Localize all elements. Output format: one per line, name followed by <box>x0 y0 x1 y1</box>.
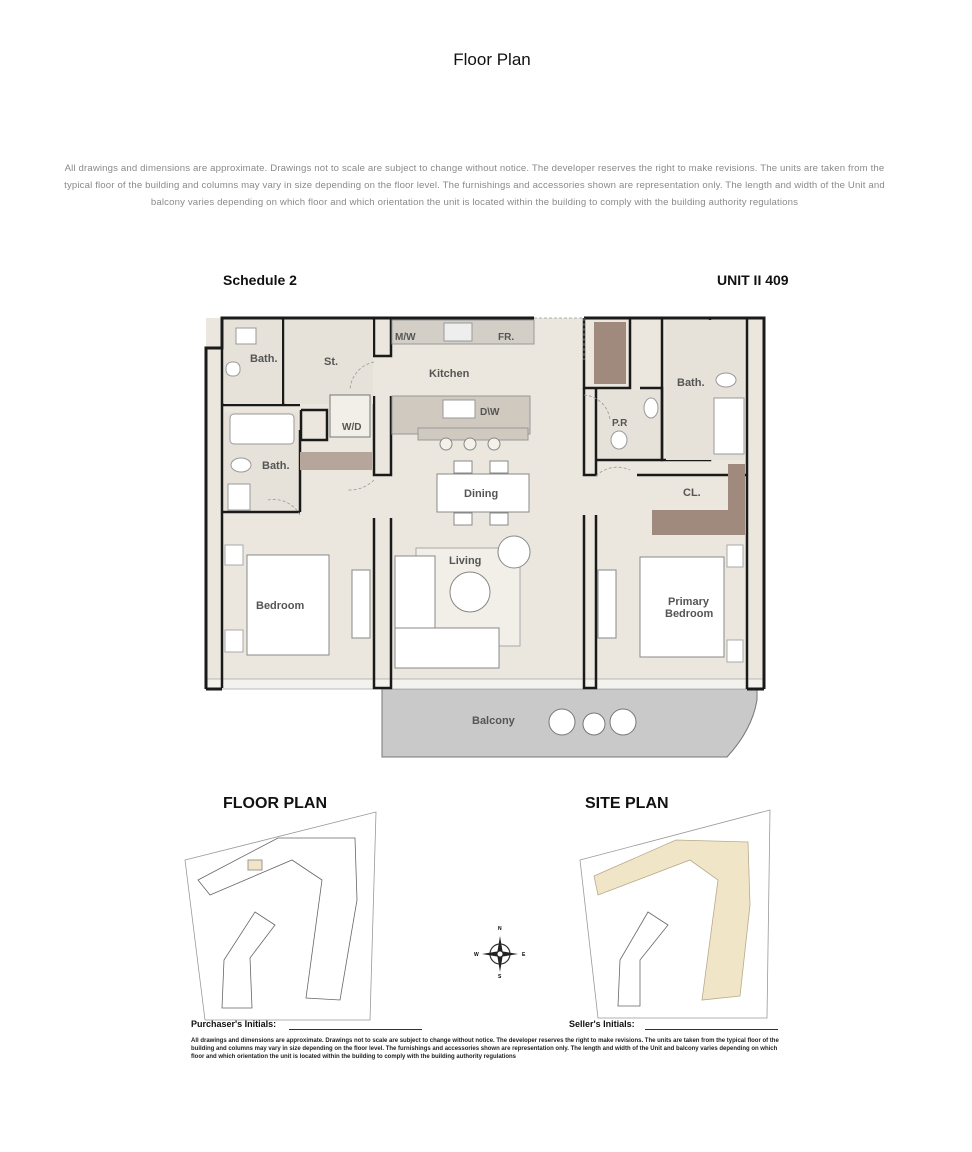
room-label-living: Living <box>449 555 482 567</box>
toilet-fixture <box>231 458 251 472</box>
stool-fixture <box>464 438 476 450</box>
window-strip <box>206 679 763 689</box>
key-plan-unit-highlight <box>248 860 262 870</box>
room-label-powder-room: P.R <box>612 418 628 429</box>
room-label-wd: W/D <box>342 422 362 433</box>
room-label-kitchen: Kitchen <box>429 368 470 380</box>
vanity-fixture <box>714 398 744 454</box>
wardrobe <box>598 570 616 638</box>
seller-initials-label: Seller's Initials: <box>569 1019 635 1029</box>
room-label-bath: Bath. <box>250 353 278 365</box>
room-label-dw: D\W <box>480 407 500 418</box>
floor-plan-heading: FLOOR PLAN <box>223 795 327 812</box>
stool-fixture <box>488 438 500 450</box>
nightstand <box>225 545 243 565</box>
compass-n: N <box>498 926 502 932</box>
nightstand <box>727 640 743 662</box>
room-label-dining: Dining <box>464 488 499 500</box>
room-label-fridge: FR. <box>498 332 515 343</box>
sink-fixture <box>644 398 658 418</box>
balcony-chair <box>610 709 636 735</box>
compass-icon <box>482 936 518 972</box>
compass-w: W <box>474 952 479 958</box>
dining-chair <box>490 461 508 473</box>
balcony-table <box>583 713 605 735</box>
room-label-balcony: Balcony <box>472 715 515 727</box>
nightstand <box>225 630 243 652</box>
site-plan-heading: SITE PLAN <box>585 795 669 812</box>
island-sink <box>443 400 475 418</box>
toilet-fixture <box>716 373 736 387</box>
stool-fixture <box>440 438 452 450</box>
room-label-closet: CL. <box>683 487 701 499</box>
toilet-fixture <box>611 431 627 449</box>
coffee-table <box>450 572 490 612</box>
schedule-label: Schedule 2 <box>223 272 297 288</box>
wardrobe <box>352 570 370 638</box>
room-label-primary-bedroom: Bedroom <box>665 608 714 620</box>
wood-cabinet <box>594 322 626 384</box>
armchair <box>498 536 530 568</box>
disclaimer-top: All drawings and dimensions are approximate. Drawings not to scale are subject to change without notice. The developer reserves the right to make revisions. The units are taken from the typical floor of the building and columns may vary in size depending on the floor level. The furnishings and accessories shown are representation only. The length and width of the Unit and balcony varies depending on which floor and which orientation the unit is located within the building to comply with the building authority regulations <box>64 163 885 208</box>
vanity-fixture <box>228 484 250 510</box>
room-label-bedroom: Bedroom <box>256 600 305 612</box>
compass-e: E <box>522 952 526 958</box>
compass-s: S <box>498 974 502 980</box>
purchaser-initials-line[interactable] <box>289 1029 422 1030</box>
room-label-bath: Bath. <box>262 460 290 472</box>
dining-chair <box>454 513 472 525</box>
page-title: Floor Plan <box>453 50 531 69</box>
stove-fixture <box>444 323 472 341</box>
sink-fixture <box>236 328 256 344</box>
disclaimer-bottom: All drawings and dimensions are approximate. Drawings not to scale are subject to change without notice. The developer reserves the right to make revisions. The units are taken from the typical floor of the building and columns may vary in size depending on the floor level. The furnishings and accessories shown are representation only. The length and width of the Unit and balcony varies depending on which floor and which orientation the unit is located within the building to comply with the building authority regulations <box>191 1038 779 1060</box>
room-label-primary: Primary <box>668 596 709 608</box>
dining-chair <box>490 513 508 525</box>
seller-initials-line[interactable] <box>645 1029 778 1030</box>
purchaser-initials-label: Purchaser's Initials: <box>191 1019 277 1029</box>
toilet-fixture <box>226 362 240 376</box>
dining-chair <box>454 461 472 473</box>
bathtub-fixture <box>230 414 294 444</box>
balcony-chair <box>549 709 575 735</box>
wood-shelf <box>300 452 372 470</box>
room-label-bath: Bath. <box>677 377 705 389</box>
island-overhang <box>418 428 528 440</box>
nightstand <box>727 545 743 567</box>
unit-label: UNIT II 409 <box>717 272 789 288</box>
room-label-storage: St. <box>324 356 339 368</box>
sofa-chaise <box>395 628 499 668</box>
room-label-mw: M/W <box>395 332 416 343</box>
